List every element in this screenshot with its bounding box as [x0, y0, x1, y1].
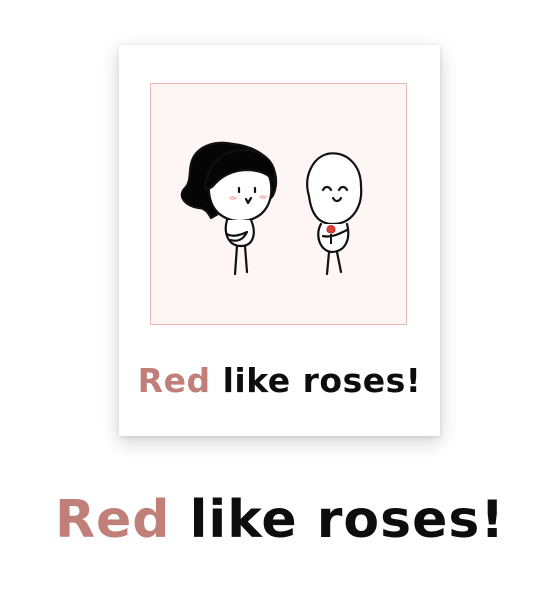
boy-character [307, 153, 361, 274]
headline [0, 490, 560, 550]
headline-rest: like roses! [189, 490, 506, 550]
girl-body [226, 220, 254, 246]
boy-head [307, 153, 361, 224]
card-caption-accent: Red [137, 361, 211, 400]
girl-leg-left [235, 246, 237, 274]
headline-accent: Red [54, 490, 171, 550]
girl-character [182, 143, 276, 274]
girl-blush-right [259, 195, 267, 199]
girl-blush-left [229, 196, 237, 200]
card-caption [119, 361, 440, 400]
photo-frame [150, 83, 407, 325]
card-caption-rest: like roses! [222, 361, 422, 400]
couple-illustration [151, 84, 407, 325]
boy-leg-left [327, 252, 329, 274]
girl-leg-right [245, 246, 247, 272]
polaroid-card [119, 45, 440, 436]
boy-leg-right [337, 252, 341, 272]
